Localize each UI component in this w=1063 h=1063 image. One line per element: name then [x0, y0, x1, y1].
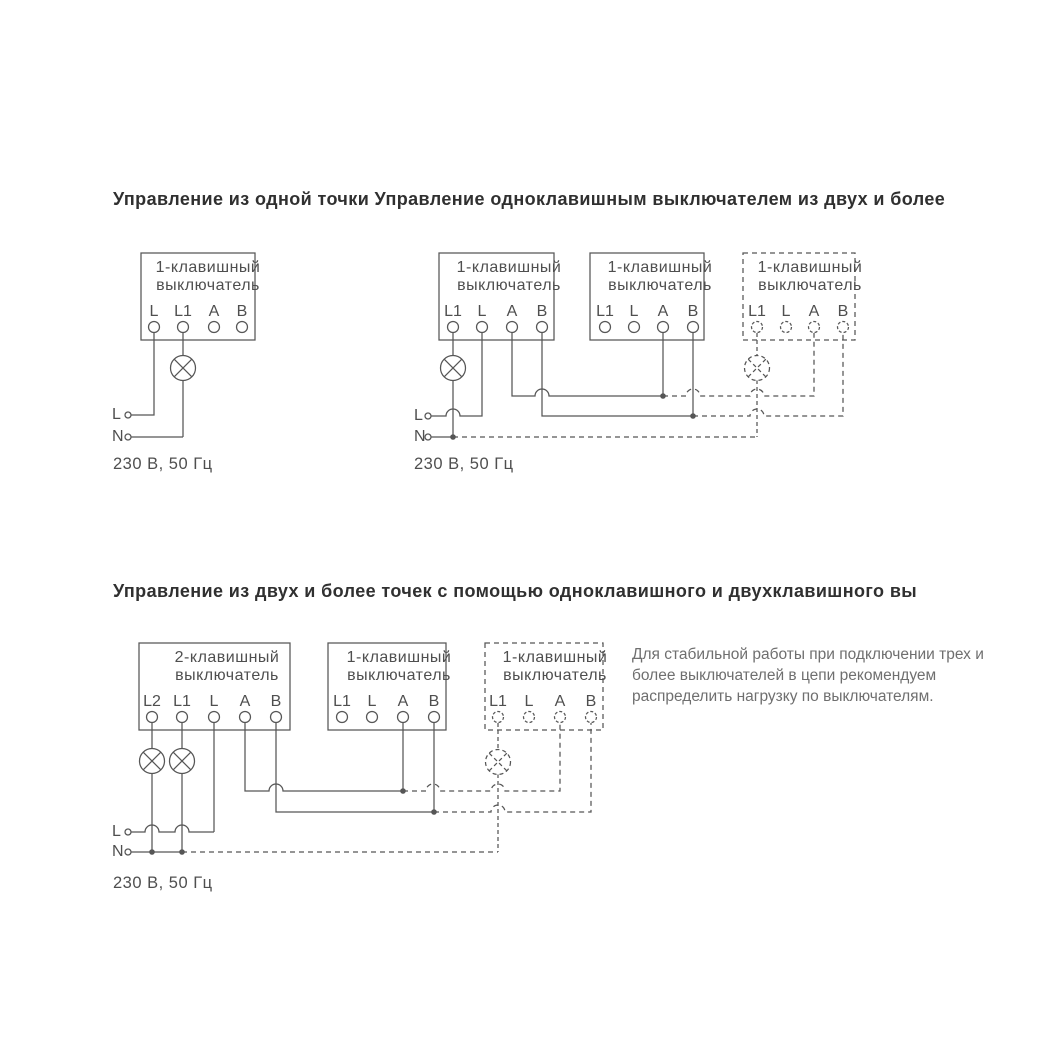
- terminal-label: A: [808, 303, 820, 320]
- terminal-label: A: [657, 303, 669, 320]
- lamp-icon-dashed: [486, 750, 511, 775]
- rail-b-dashed: [434, 723, 591, 812]
- supply-label-l: L: [414, 407, 423, 424]
- note-line: Для стабильной работы при подключении трех и: [632, 646, 984, 663]
- terminal-label: L2: [143, 693, 161, 710]
- terminal-label: B: [837, 303, 849, 320]
- terminal-label: L: [367, 693, 377, 710]
- stability-note: [632, 644, 984, 707]
- lamp-icon: [140, 749, 165, 774]
- terminal-label: L1: [174, 303, 192, 320]
- terminal-label: L: [209, 693, 219, 710]
- lamp-icon: [170, 749, 195, 774]
- terminal-label: L1: [333, 693, 351, 710]
- terminal-label: A: [239, 693, 251, 710]
- terminal-label: L: [149, 303, 159, 320]
- rail-a-dashed: [663, 333, 814, 396]
- terminal-label: L1: [489, 693, 507, 710]
- box-title: 1-клавишный выключатель: [456, 259, 562, 294]
- terminal-label: L1: [444, 303, 462, 320]
- terminal-label: A: [397, 693, 409, 710]
- box-title: 1-клавишный выключатель: [502, 649, 608, 684]
- box-title: 2-клавишный выключатель: [174, 649, 280, 684]
- rail-a-solid: [512, 333, 663, 396]
- box-title: 1-клавишный выключатель: [346, 649, 452, 684]
- terminal-label: A: [554, 693, 566, 710]
- box-title: 1-клавишный выключатель: [155, 259, 261, 294]
- supply-label-l: L: [112, 406, 121, 423]
- junction-dots: [149, 788, 437, 855]
- terminal-label: B: [236, 303, 248, 320]
- terminal-label: B: [270, 693, 282, 710]
- heading-single-point: Управление из одной точки Управление одноклавишным выключателем из двух и более: [113, 189, 946, 209]
- terminal-label: B: [687, 303, 699, 320]
- supply-label-l: L: [112, 823, 121, 840]
- wire-l: [131, 333, 154, 415]
- terminal-label: A: [208, 303, 220, 320]
- supply-label-n: N: [112, 843, 124, 860]
- terminal-label: A: [506, 303, 518, 320]
- wire-lamp-n: [131, 333, 183, 437]
- rail-a-solid: [245, 723, 403, 791]
- rail-b-solid: [276, 723, 434, 812]
- heading-multi-point: Управление из двух и более точек с помощью одноклавишного и двухклавишного вы: [113, 581, 918, 601]
- lamp-icon: [171, 356, 196, 381]
- terminal-label: L1: [173, 693, 191, 710]
- terminal-label: B: [585, 693, 597, 710]
- terminal-circles: [125, 322, 248, 441]
- supply-label-n: N: [414, 428, 426, 445]
- terminal-label: L: [629, 303, 639, 320]
- wire-l-supply: [131, 825, 214, 832]
- terminal-circles: [425, 322, 849, 441]
- terminal-circles: [125, 712, 597, 856]
- voltage-label: 230 В, 50 Гц: [414, 455, 514, 473]
- box-title: 1-клавишный выключатель: [607, 259, 713, 294]
- note-line: распределить нагрузку по выключателям.: [632, 688, 934, 705]
- rail-a-dashed: [403, 723, 560, 791]
- voltage-label: 230 В, 50 Гц: [113, 455, 213, 473]
- box-title: 1-клавишный выключатель: [757, 259, 863, 294]
- terminal-label: B: [428, 693, 440, 710]
- lamp-icon-dashed: [745, 356, 770, 381]
- note-line: более выключателей в цепи рекомендуем: [632, 667, 937, 684]
- terminal-label: L: [524, 693, 534, 710]
- terminal-label: L: [477, 303, 487, 320]
- supply-label-n: N: [112, 428, 124, 445]
- voltage-label: 230 В, 50 Гц: [113, 874, 213, 892]
- rail-b-dashed: [693, 333, 843, 416]
- terminal-label: L: [781, 303, 791, 320]
- lamp-icon: [441, 356, 466, 381]
- rail-b-solid: [542, 333, 693, 416]
- terminal-label: L1: [596, 303, 614, 320]
- terminal-label: B: [536, 303, 548, 320]
- terminal-label: L1: [748, 303, 766, 320]
